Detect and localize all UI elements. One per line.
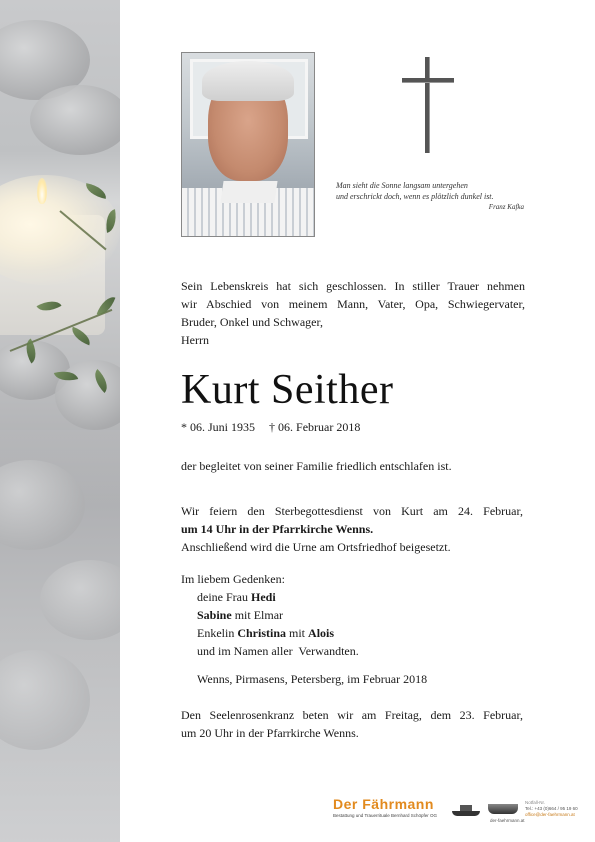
birth-date: * 06. Juni 1935 (181, 420, 256, 434)
memorial-quote (336, 180, 524, 213)
contact-info (525, 800, 585, 818)
service-time-place: um 14 Uhr in der Pfarrkirche Wenns. (181, 522, 374, 536)
website: der-faehrmann.at (490, 818, 525, 823)
mourners-heading: Im liebem Gedenken: (181, 572, 285, 586)
intro-line: Sein Lebenskreis hat sich geschlossen. In stiller Trauer nehmen (181, 279, 525, 293)
contact-email: office@der-faehrmann.at (525, 812, 575, 817)
intro-line: Herrn (181, 333, 209, 347)
cross-icon (402, 57, 454, 153)
contact-phone: Tel.: +43 (0)664 / 95 19 60 (525, 806, 578, 811)
mourner-grandchild: Enkelin Christina mit Alois (197, 626, 335, 640)
quote-line: und erschrickt doch, wenn es plötzlich dunkel ist. (336, 192, 494, 201)
brand-name: Der Fährmann (333, 796, 434, 812)
mourner-child: Sabine mit Elmar (197, 608, 284, 622)
death-date: † 06. Februar 2018 (269, 420, 361, 434)
strip-fade (0, 430, 120, 842)
life-dates (181, 418, 360, 436)
mourner-wife: deine Frau Hedi (197, 590, 276, 604)
portrait-photo (181, 52, 315, 237)
boat-icon (488, 804, 518, 814)
quote-author: Franz Kafka (488, 203, 524, 211)
rosary-line: Den Seelenrosenkranz beten wir am Freitag, dem 23. Februar, (181, 708, 523, 722)
mourners-list (181, 570, 359, 660)
photo-hair (202, 61, 294, 101)
rosary-line: um 20 Uhr in der Pfarrkirche Wenns. (181, 726, 359, 740)
mourner-relatives: und im Namen aller Verwandten. (197, 644, 359, 658)
passing-statement: der begleitet von seiner Familie friedlich entschlafen ist. (181, 459, 452, 473)
photo-collar (220, 181, 277, 203)
place-and-date: Wenns, Pirmasens, Petersberg, im Februar 2018 (197, 672, 428, 686)
candle-flame (37, 178, 47, 204)
ferry-icon (452, 803, 480, 817)
service-line: Anschließend wird die Urne am Ortsfriedhof beigesetzt. (181, 540, 451, 554)
funeral-home-logo (333, 796, 437, 818)
quote-line: Man sieht die Sonne langsam untergehen (336, 181, 468, 190)
service-info (181, 502, 523, 556)
intro-paragraph (181, 277, 525, 349)
service-line: Wir feiern den Sterbegottesdienst von Kurt am 24. Februar, (181, 504, 523, 518)
deceased-name: Kurt Seither (181, 367, 394, 413)
brand-subtitle: Bestattung und Trauerrituale Bernhard Schöpfer OG (333, 813, 438, 818)
intro-line: wir Abschied von meinem Mann, Vater, Opa, Schwiegervater, (181, 297, 525, 311)
decorative-candle-strip (0, 0, 120, 842)
contact-emergency: Notfall-Nr. (525, 800, 546, 805)
intro-line: Bruder, Onkel und Schwager, (181, 315, 324, 329)
rosary-info (181, 706, 523, 742)
stone-decoration (30, 85, 120, 155)
